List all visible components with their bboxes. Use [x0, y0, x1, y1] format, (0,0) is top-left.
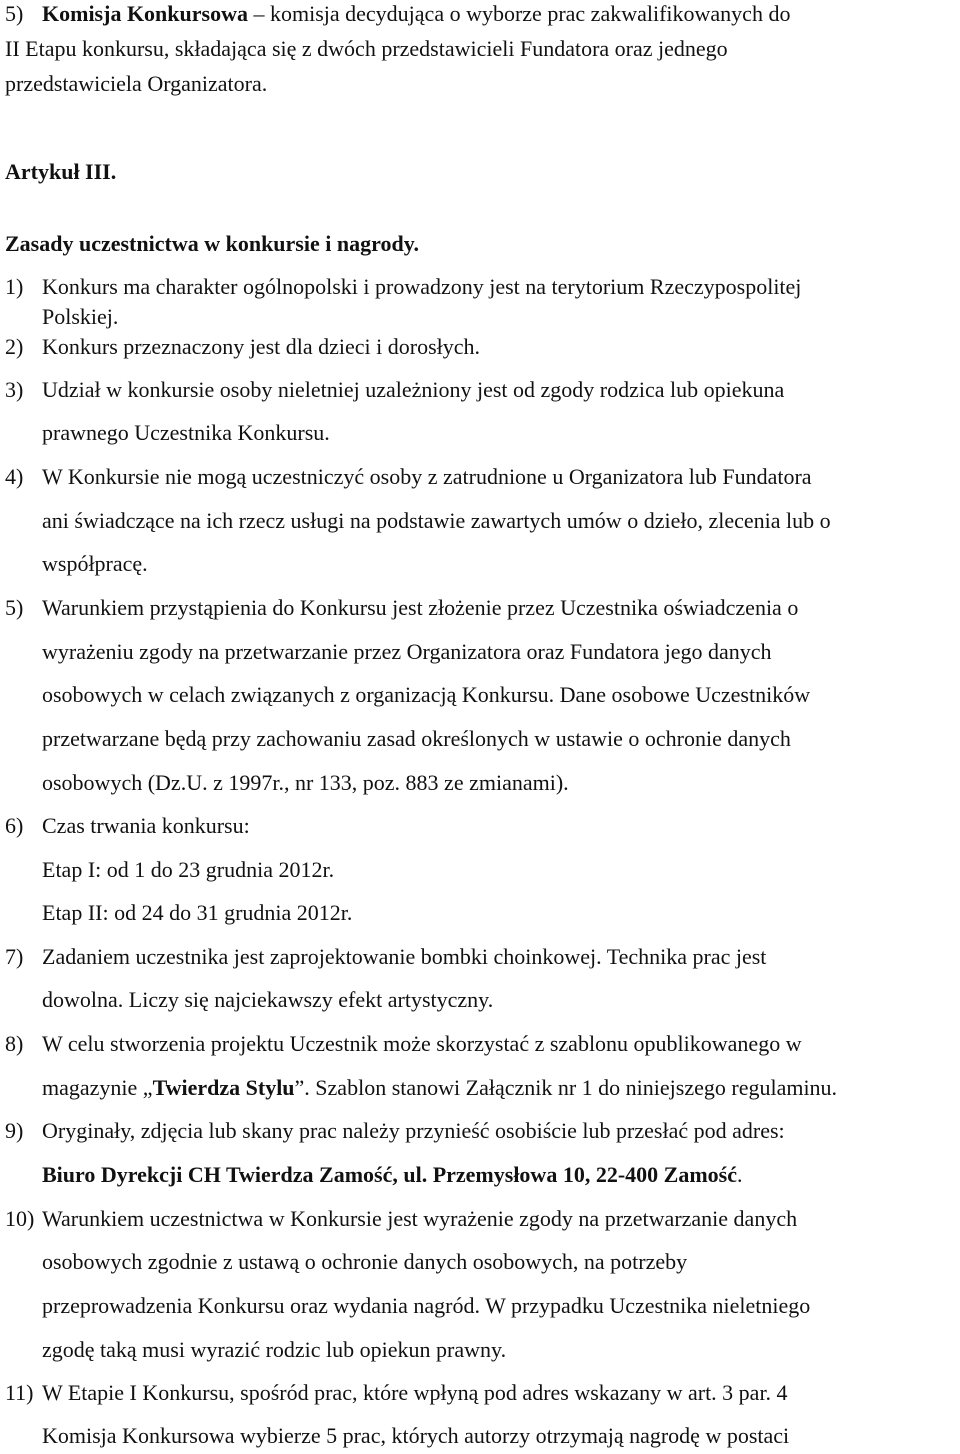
item-number: 5)	[5, 1, 24, 26]
item-line: Warunkiem przystąpienia do Konkursu jest złożenie przez Uczestnika oświadczenia o	[42, 595, 799, 620]
item-line: przedstawiciela Organizatora.	[5, 71, 268, 96]
item-line: zgodę taką musi wyrazić rodzic lub opiekun prawny.	[42, 1337, 507, 1362]
item-line: Konkurs ma charakter ogólnopolski i prowadzony jest na terytorium Rzeczypospolitej	[42, 274, 802, 299]
article-subheading: Zasady uczestnictwa w konkursie i nagrody.	[5, 231, 419, 256]
item-number: 1)	[5, 274, 24, 299]
item-line: Biuro Dyrekcji CH Twierdza Zamość, ul. Przemysłowa 10, 22-400 Zamość.	[42, 1162, 743, 1187]
item-line: osobowych w celach związanych z organizacją Konkursu. Dane osobowe Uczestników	[42, 682, 811, 707]
item-line: wyrażeniu zgody na przetwarzanie przez Organizatora oraz Fundatora jego danych	[42, 639, 772, 664]
item-number: 8)	[5, 1031, 24, 1056]
item-number: 4)	[5, 464, 24, 489]
item-line: Oryginały, zdjęcia lub skany prac należy przynieść osobiście lub przesłać pod adres:	[42, 1118, 785, 1143]
item-line: prawnego Uczestnika Konkursu.	[42, 420, 330, 445]
item-line: Warunkiem uczestnictwa w Konkursie jest wyrażenie zgody na przetwarzanie danych	[42, 1206, 798, 1231]
item-line: ani świadczące na ich rzecz usługi na podstawie zawartych umów o dzieło, zlecenia lub o	[42, 508, 831, 533]
item-line: Polskiej.	[42, 304, 119, 329]
item-number: 9)	[5, 1118, 24, 1143]
item-number: 2)	[5, 334, 24, 359]
defined-term: Komisja Konkursowa	[42, 1, 248, 26]
item-number: 10)	[5, 1206, 35, 1231]
item-number: 3)	[5, 377, 24, 402]
item-number: 6)	[5, 813, 24, 838]
item-line: osobowych (Dz.U. z 1997r., nr 133, poz. 883 ze zmianami).	[42, 770, 569, 795]
item-number: 5)	[5, 595, 24, 620]
item-line: Etap I: od 1 do 23 grudnia 2012r.	[42, 857, 335, 882]
item-number: 11)	[5, 1380, 34, 1405]
item-line: przetwarzane będą przy zachowaniu zasad określonych w ustawie o ochronie danych	[42, 726, 791, 751]
item-line: Udział w konkursie osoby nieletniej uzależniony jest od zgody rodzica lub opiekuna	[42, 377, 785, 402]
item-line: W Etapie I Konkursu, spośród prac, które wpłyną pod adres wskazany w art. 3 par. 4	[42, 1380, 788, 1405]
magazine-name: Twierdza Stylu	[152, 1075, 295, 1100]
item-line: W celu stworzenia projektu Uczestnik może skorzystać z szablonu opublikowanego w	[42, 1031, 802, 1056]
postal-address: Biuro Dyrekcji CH Twierdza Zamość, ul. Przemysłowa 10, 22-400 Zamość	[42, 1162, 737, 1187]
item-line: dowolna. Liczy się najciekawszy efekt artystyczny.	[42, 987, 494, 1012]
item-line: Konkurs przeznaczony jest dla dzieci i dorosłych.	[42, 334, 481, 359]
article-heading: Artykuł III.	[5, 159, 117, 184]
item-line: W Konkursie nie mogą uczestniczyć osoby z zatrudnione u Organizatora lub Fundatora	[42, 464, 812, 489]
item-line: Czas trwania konkursu:	[42, 813, 250, 838]
item-line: magazynie „Twierdza Stylu”. Szablon stanowi Załącznik nr 1 do niniejszego regulaminu.	[42, 1075, 838, 1100]
item-text: – komisja decydująca o wyborze prac zakwalifikowanych do	[247, 1, 791, 26]
item-line: współpracę.	[42, 551, 148, 576]
item-number: 7)	[5, 944, 24, 969]
item-line: przeprowadzenia Konkursu oraz wydania nagród. W przypadku Uczestnika nieletniego	[42, 1293, 811, 1318]
item-line	[42, 3, 790, 25]
item-line: Komisja Konkursowa wybierze 5 prac, których autorzy otrzymają nagrodę w postaci	[42, 1423, 790, 1448]
item-line: Etap II: od 24 do 31 grudnia 2012r.	[42, 900, 353, 925]
item-line: Zadaniem uczestnika jest zaprojektowanie bombki choinkowej. Technika prac jest	[42, 944, 767, 969]
item-line: II Etapu konkursu, składająca się z dwóch przedstawicieli Fundatora oraz jednego	[5, 36, 728, 61]
item-line: osobowych zgodnie z ustawą o ochronie danych osobowych, na potrzeby	[42, 1249, 688, 1274]
